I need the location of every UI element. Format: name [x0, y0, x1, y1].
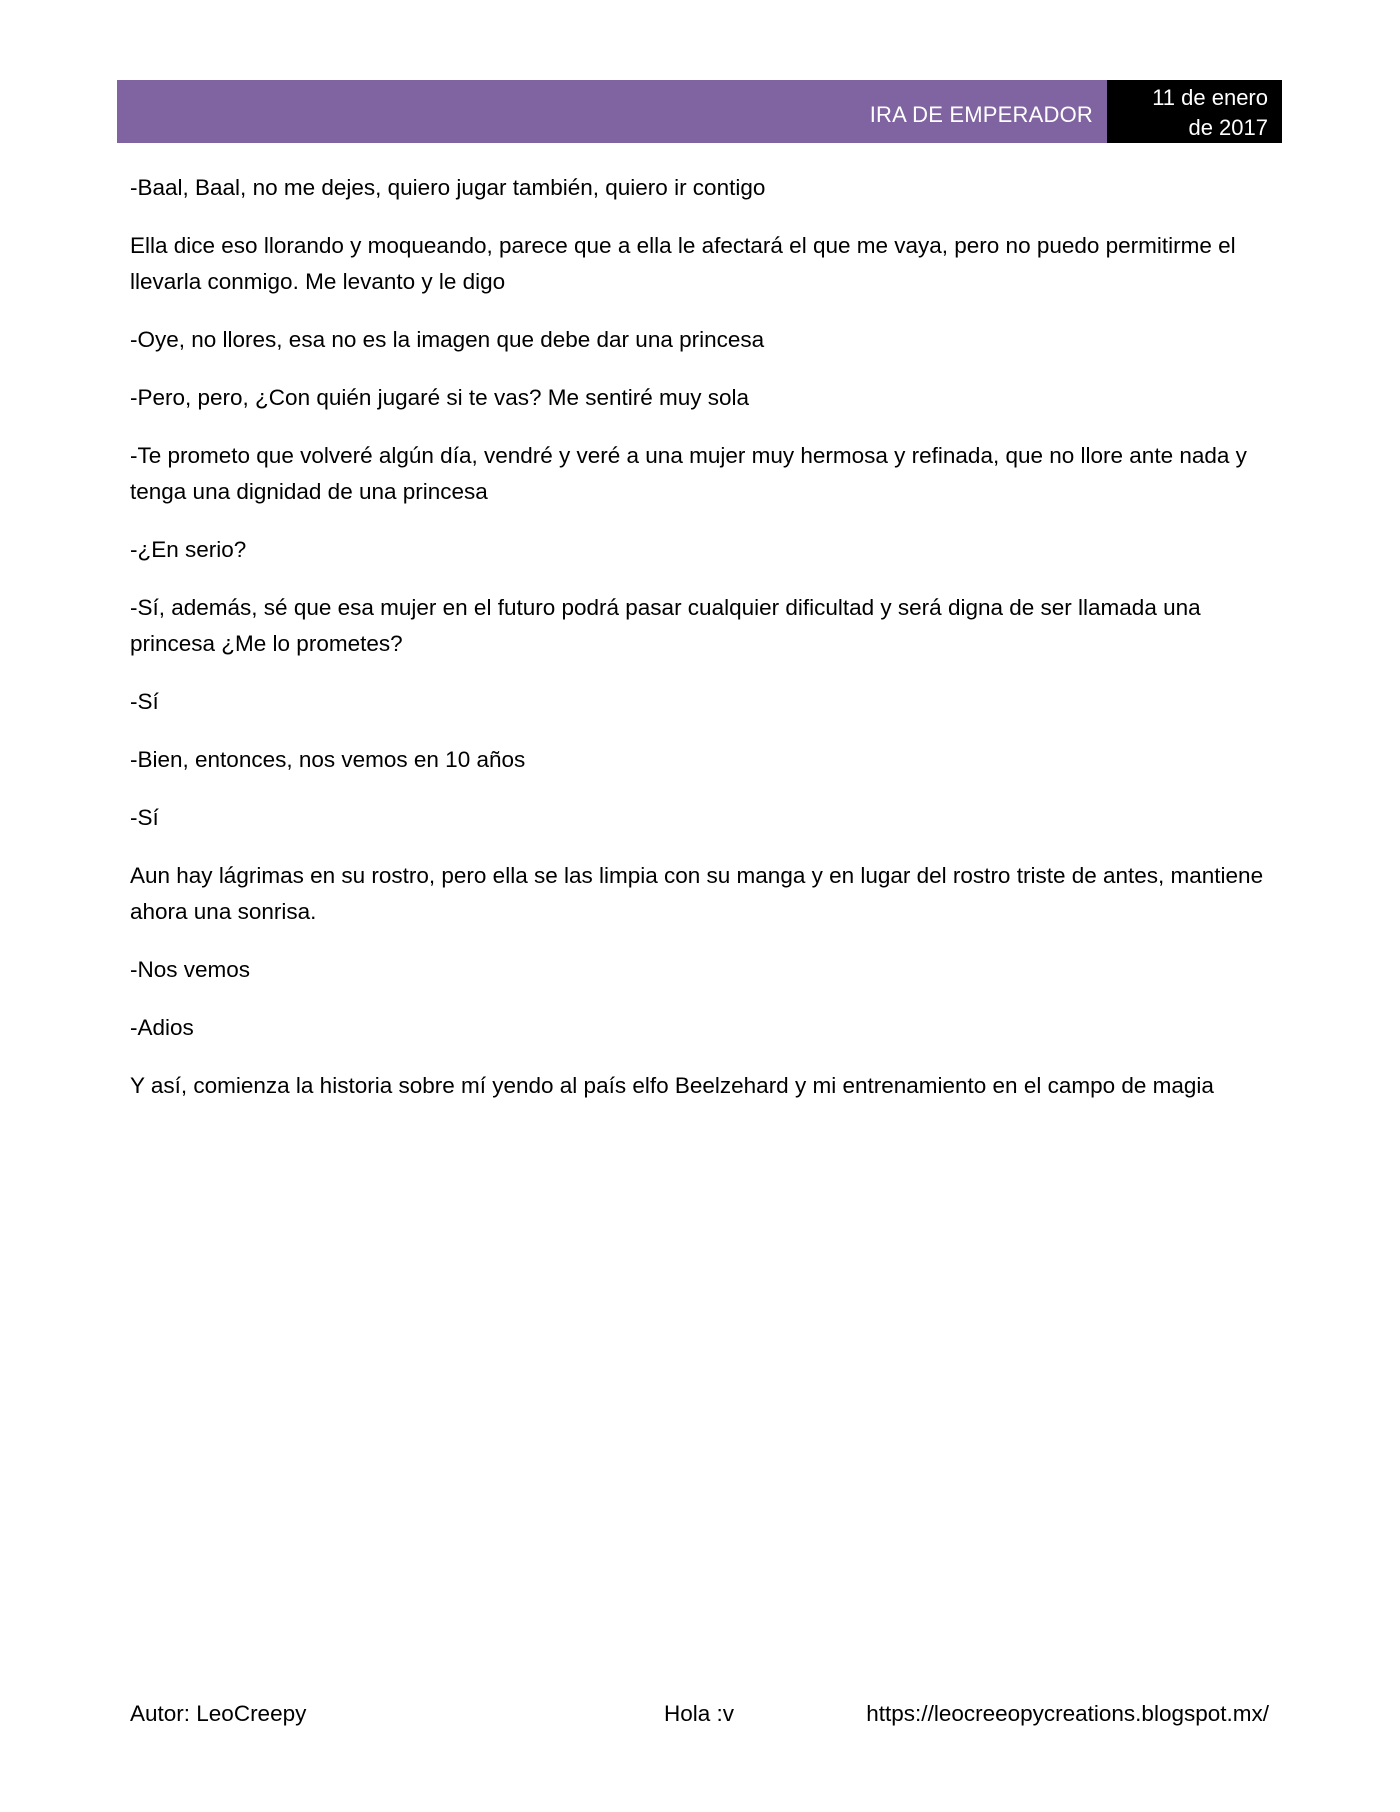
header-date-line1: 11 de enero — [1152, 85, 1268, 110]
header-date-line2: de 2017 — [1188, 115, 1268, 140]
paragraph: -Adios — [130, 1015, 194, 1040]
header-date — [1107, 80, 1282, 143]
header-title-band — [117, 80, 1107, 143]
paragraph: -Baal, Baal, no me dejes, quiero jugar también, quiero ir contigo — [130, 175, 766, 200]
paragraph: Ella dice eso llorando y moqueando, parece que a ella le afectará el que me vaya, pero no puedo permitirme el llevarla conmigo. Me levanto y le digo — [130, 233, 1236, 294]
document-body — [130, 170, 1270, 1126]
paragraph: -Sí — [130, 805, 159, 830]
paragraph: -Sí — [130, 689, 159, 714]
header-title: IRA DE EMPERADOR — [869, 101, 1093, 127]
paragraph: -Oye, no llores, esa no es la imagen que debe dar una princesa — [130, 327, 765, 352]
paragraph: -Sí, además, sé que esa mujer en el futuro podrá pasar cualquier dificultad y será digna de ser llamada una princesa ¿Me lo prometes? — [130, 595, 1201, 656]
footer-author: Autor: LeoCreepy — [130, 1701, 307, 1726]
paragraph: Aun hay lágrimas en su rostro, pero ella se las limpia con su manga y en lugar del rostro triste de antes, mantiene ahora una sonrisa. — [130, 863, 1264, 924]
paragraph: -Te prometo que volveré algún día, vendré y veré a una mujer muy hermosa y refinada, que no llore ante nada y tenga una dignidad de una princesa — [130, 443, 1247, 504]
paragraph: -¿En serio? — [130, 537, 247, 562]
paragraph: -Pero, pero, ¿Con quién jugaré si te vas? Me sentiré muy sola — [130, 385, 750, 410]
page-header — [117, 80, 1282, 143]
paragraph: Y así, comienza la historia sobre mí yendo al país elfo Beelzehard y mi entrenamiento en el campo de magia — [130, 1073, 1214, 1098]
paragraph: -Nos vemos — [130, 957, 251, 982]
paragraph: -Bien, entonces, nos vemos en 10 años — [130, 747, 526, 772]
footer-url: https://leocreeopycreations.blogspot.mx/ — [866, 1701, 1269, 1726]
footer-greeting: Hola :v — [664, 1701, 735, 1726]
